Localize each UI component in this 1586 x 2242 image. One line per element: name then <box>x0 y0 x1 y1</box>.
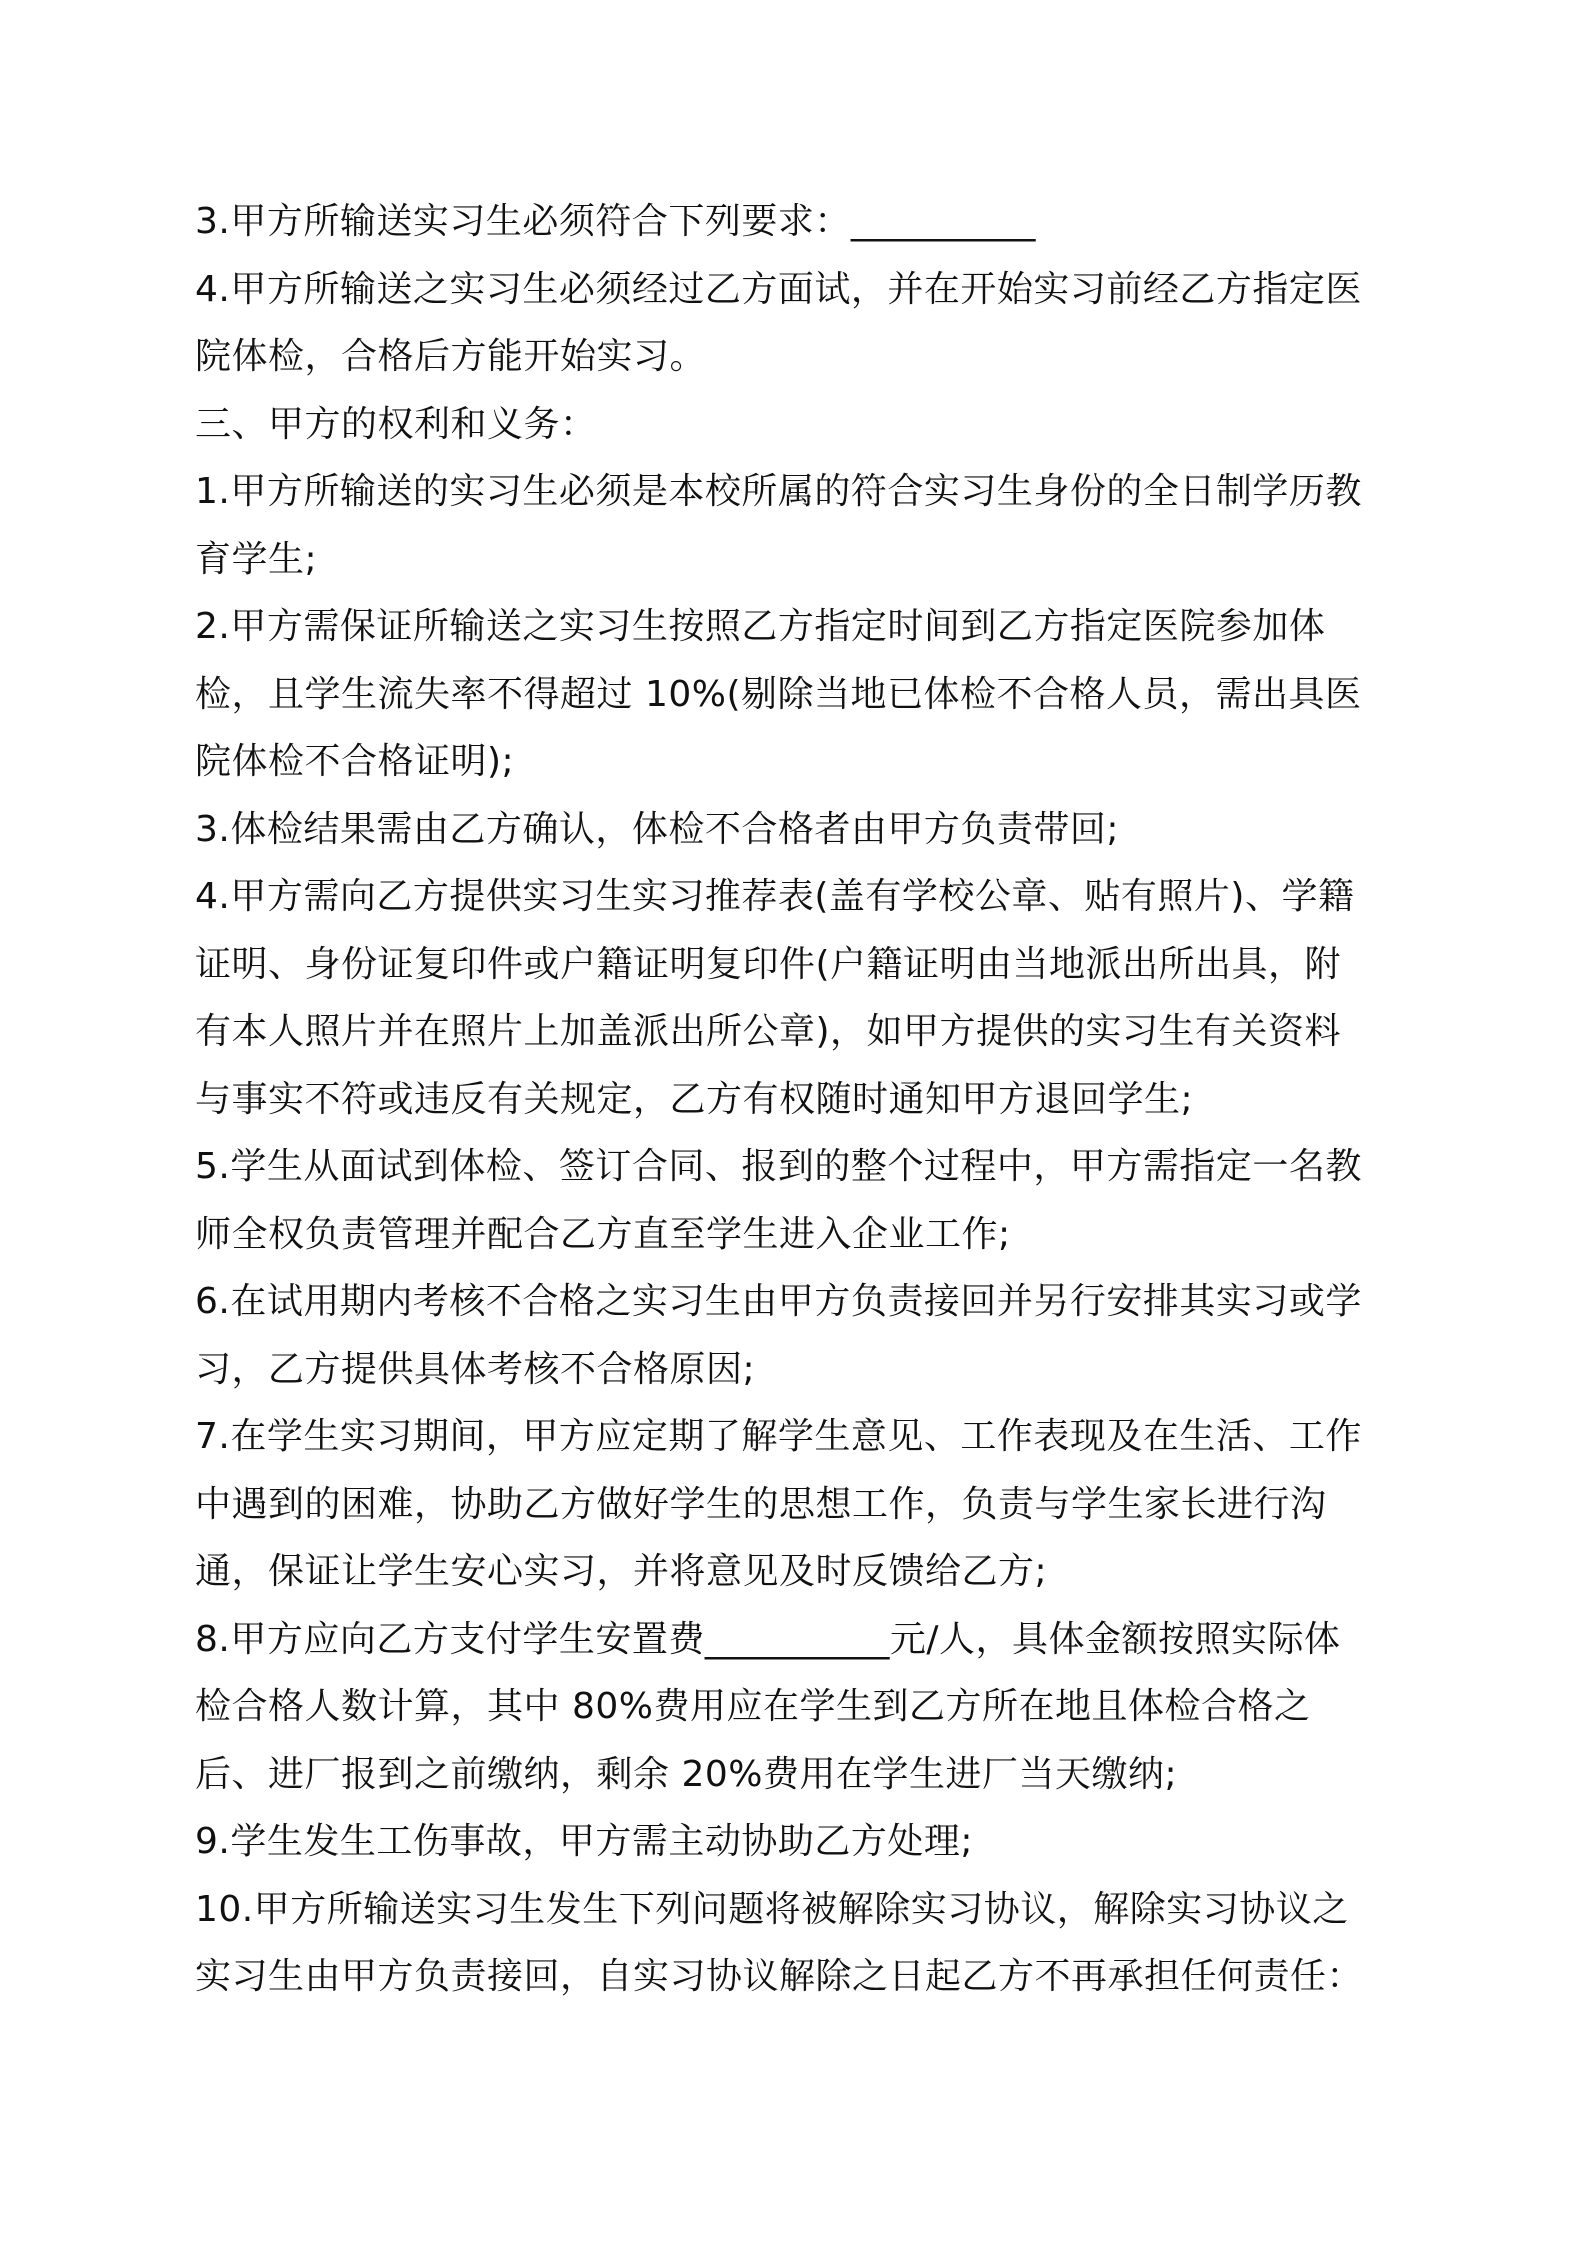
text-line: 院体检，合格后方能开始实习。 <box>195 336 707 377</box>
text-line: 3.甲方所输送实习生必须符合下列要求：__________ <box>195 201 1036 242</box>
text-line: 10.甲方所输送实习生发生下列问题将被解除实习协议，解除实习协议之 <box>195 1888 1349 1930</box>
text-line: 后、进厂报到之前缴纳，剩余 20%费用在学生进厂当天缴纳; <box>195 1753 1178 1795</box>
text-line: 习，乙方提供具体考核不合格原因; <box>195 1348 756 1390</box>
text-line: 1.甲方所输送的实习生必须是本校所属的符合实习生身份的全日制学历教 <box>195 471 1362 512</box>
document-body <box>195 188 1395 2011</box>
text-line: 9.学生发生工伤事故，甲方需主动协助乙方处理; <box>195 1821 973 1862</box>
text-line: 院体检不合格证明); <box>195 741 515 782</box>
text-line: 4.甲方所输送之实习生必须经过乙方面试，并在开始实习前经乙方指定医 <box>195 268 1362 310</box>
section-heading: 三、甲方的权利和义务： <box>195 403 597 445</box>
text-line: 有本人照片并在照片上加盖派出所公章)，如甲方提供的实习生有关资料 <box>195 1011 1342 1052</box>
text-line: 检，且学生流失率不得超过 10%(剔除当地已体检不合格人员，需出具医 <box>195 673 1362 715</box>
text-line: 检合格人数计算，其中 80%费用应在学生到乙方所在地且体检合格之 <box>195 1686 1311 1727</box>
text-line: 2.甲方需保证所输送之实习生按照乙方指定时间到乙方指定医院参加体 <box>195 606 1326 647</box>
text-line: 师全权负责管理并配合乙方直至学生进入企业工作; <box>195 1213 1011 1255</box>
text-line: 5.学生从面试到体检、签订合同、报到的整个过程中，甲方需指定一名教 <box>195 1146 1362 1187</box>
text-line: 6.在试用期内考核不合格之实习生由甲方负责接回并另行安排其实习或学 <box>195 1281 1362 1322</box>
text-line: 3.体检结果需由乙方确认，体检不合格者由甲方负责带回; <box>195 808 1119 850</box>
text-line: 通，保证让学生安心实习，并将意见及时反馈给乙方; <box>195 1551 1048 1592</box>
text-line: 中遇到的困难，协助乙方做好学生的思想工作，负责与学生家长进行沟 <box>195 1483 1327 1525</box>
text-line: 8.甲方应向乙方支付学生安置费__________元/人，具体金额按照实际体 <box>195 1618 1341 1660</box>
text-line: 与事实不符或违反有关规定，乙方有权随时通知甲方退回学生; <box>195 1078 1194 1120</box>
text-line: 证明、身份证复印件或户籍证明复印件(户籍证明由当地派出所出具，附 <box>195 943 1342 985</box>
text-line: 育学生; <box>195 538 318 580</box>
text-line: 4.甲方需向乙方提供实习生实习推荐表(盖有学校公章、贴有照片)、学籍 <box>195 876 1355 917</box>
text-line: 实习生由甲方负责接回，自实习协议解除之日起乙方不再承担任何责任： <box>195 1956 1364 1997</box>
text-line: 7.在学生实习期间，甲方应定期了解学生意见、工作表现及在生活、工作 <box>195 1416 1362 1457</box>
